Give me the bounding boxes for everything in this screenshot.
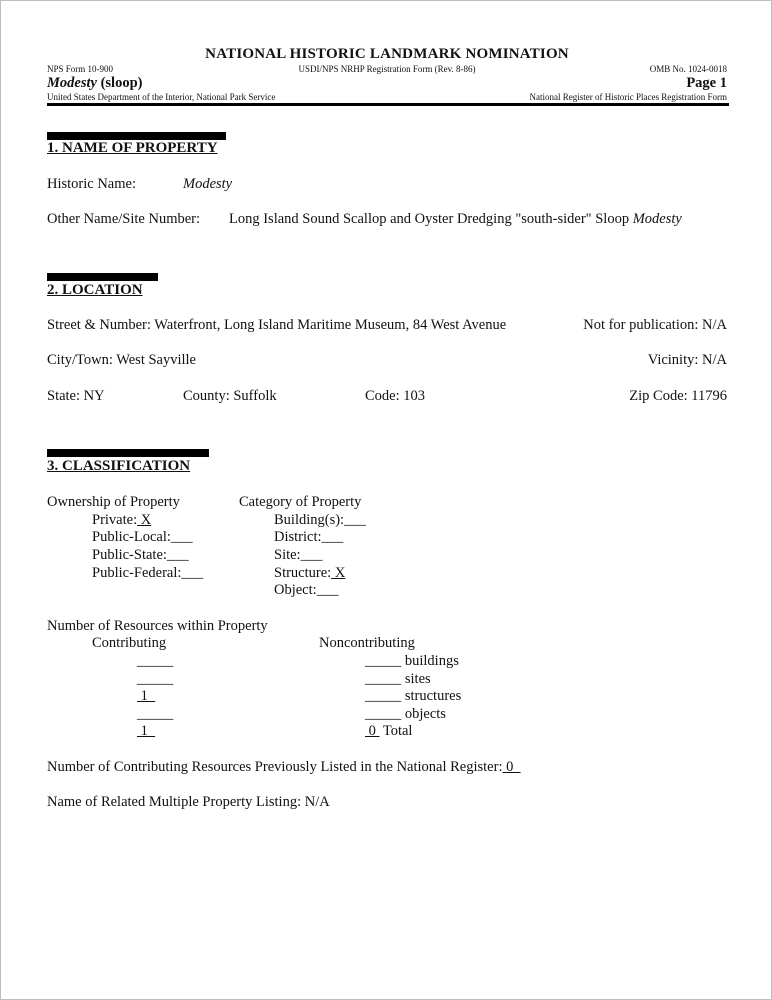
section2-bar — [47, 273, 158, 281]
category-label-text: Structure: — [274, 565, 332, 581]
contributing-structures: 1 — [137, 688, 156, 704]
contributing-objects: _____ — [137, 706, 174, 722]
category-label-text: Building(s): — [274, 512, 345, 528]
not-for-publication: Not for publication: N/A — [583, 317, 727, 333]
code: Code: 103 — [365, 388, 426, 404]
county: County: Suffolk — [183, 388, 277, 404]
header-rule — [47, 103, 729, 106]
vicinity: Vicinity: N/A — [647, 352, 727, 368]
street-number: Street & Number: Waterfront, Long Island Maritime Museum, 84 West Avenue — [47, 317, 507, 333]
category-label: Category of Property — [239, 494, 362, 510]
other-name-label: Other Name/Site Number: — [47, 211, 201, 227]
form-revision: USDI/NPS NRHP Registration Form (Rev. 8-86) — [298, 64, 476, 74]
contributing-label: Contributing — [92, 635, 167, 651]
ownership-public-federal — [92, 565, 203, 582]
resource-row-structures — [365, 688, 461, 705]
register-form: National Register of Historic Places Registration Form — [529, 92, 727, 102]
noncontributing-count: _____ — [365, 653, 402, 669]
other-name-italic: Modesty — [632, 211, 682, 227]
contributing-sites: _____ — [137, 671, 174, 687]
property-title — [47, 75, 142, 92]
ownership-public-local — [92, 529, 193, 546]
page-number: Page 1 — [686, 75, 727, 91]
other-name-value — [229, 211, 682, 228]
zip-code: Zip Code: 11796 — [629, 388, 727, 404]
previously-listed-value: 0 — [502, 759, 521, 775]
category-buildings — [274, 512, 366, 529]
ownership-label-text: Public-State: — [92, 547, 167, 563]
property-type: (sloop) — [96, 75, 143, 91]
historic-name-label: Historic Name: — [47, 176, 136, 192]
category-label-text: District: — [274, 529, 322, 545]
resource-type: buildings — [401, 653, 459, 669]
resource-row-sites — [365, 671, 431, 688]
ownership-value: ___ — [181, 565, 204, 581]
ownership-label-text: Public-Local: — [92, 529, 171, 545]
ownership-label: Ownership of Property — [47, 494, 180, 510]
contributing-total: 1 — [137, 723, 156, 739]
category-label-text: Site: — [274, 547, 301, 563]
ownership-private — [92, 512, 151, 529]
contributing-buildings: _____ — [137, 653, 174, 669]
resource-type: structures — [401, 688, 462, 704]
ownership-value: ___ — [170, 529, 193, 545]
category-value: ___ — [316, 582, 339, 598]
section2-heading: 2. LOCATION — [47, 282, 143, 298]
form-number: NPS Form 10-900 — [47, 64, 114, 74]
ownership-value: X — [137, 512, 152, 528]
section1-bar — [47, 132, 226, 140]
omb-number: OMB No. 1024-0018 — [649, 64, 727, 74]
category-district — [274, 529, 343, 546]
previously-listed-label: Number of Contributing Resources Previously Listed in the National Register: — [47, 759, 503, 775]
state: State: NY — [47, 388, 105, 404]
resource-row-buildings — [365, 653, 459, 670]
other-name-text: Long Island Sound Scallop and Oyster Dredging "south-sider" Sloop — [229, 211, 633, 227]
category-site — [274, 547, 322, 564]
resources-label: Number of Resources within Property — [47, 618, 268, 634]
previously-listed — [47, 759, 521, 776]
noncontributing-count: _____ — [365, 706, 402, 722]
department: United States Department of the Interior, National Park Service — [47, 92, 276, 102]
section3-heading: 3. CLASSIFICATION — [47, 458, 191, 474]
category-value: X — [331, 565, 346, 581]
category-structure — [274, 565, 345, 582]
noncontributing-count: _____ — [365, 671, 402, 687]
resource-type: Total — [379, 723, 413, 739]
ownership-public-state — [92, 547, 189, 564]
resource-row-objects — [365, 706, 446, 723]
ownership-label-text: Public-Federal: — [92, 565, 182, 581]
section1-heading: 1. NAME OF PROPERTY — [47, 140, 218, 156]
noncontributing-label: Noncontributing — [319, 635, 415, 651]
resource-type: sites — [401, 671, 431, 687]
section3-bar — [47, 449, 209, 457]
multiple-property-listing: Name of Related Multiple Property Listing: N/A — [47, 794, 330, 810]
category-object — [274, 582, 338, 599]
city-town: City/Town: West Sayville — [47, 352, 196, 368]
historic-name-value: Modesty — [183, 176, 233, 192]
resource-row-total — [365, 723, 412, 740]
ownership-value: ___ — [166, 547, 189, 563]
resource-type: objects — [401, 706, 446, 722]
category-label-text: Object: — [274, 582, 317, 598]
document-title: NATIONAL HISTORIC LANDMARK NOMINATION — [205, 46, 569, 62]
category-value: ___ — [321, 529, 344, 545]
property-name: Modesty — [47, 75, 97, 91]
category-value: ___ — [344, 512, 366, 528]
noncontributing-total: 0 — [365, 723, 380, 739]
ownership-label-text: Private: — [92, 512, 138, 528]
category-value: ___ — [300, 547, 323, 563]
noncontributing-count: _____ — [365, 688, 402, 704]
